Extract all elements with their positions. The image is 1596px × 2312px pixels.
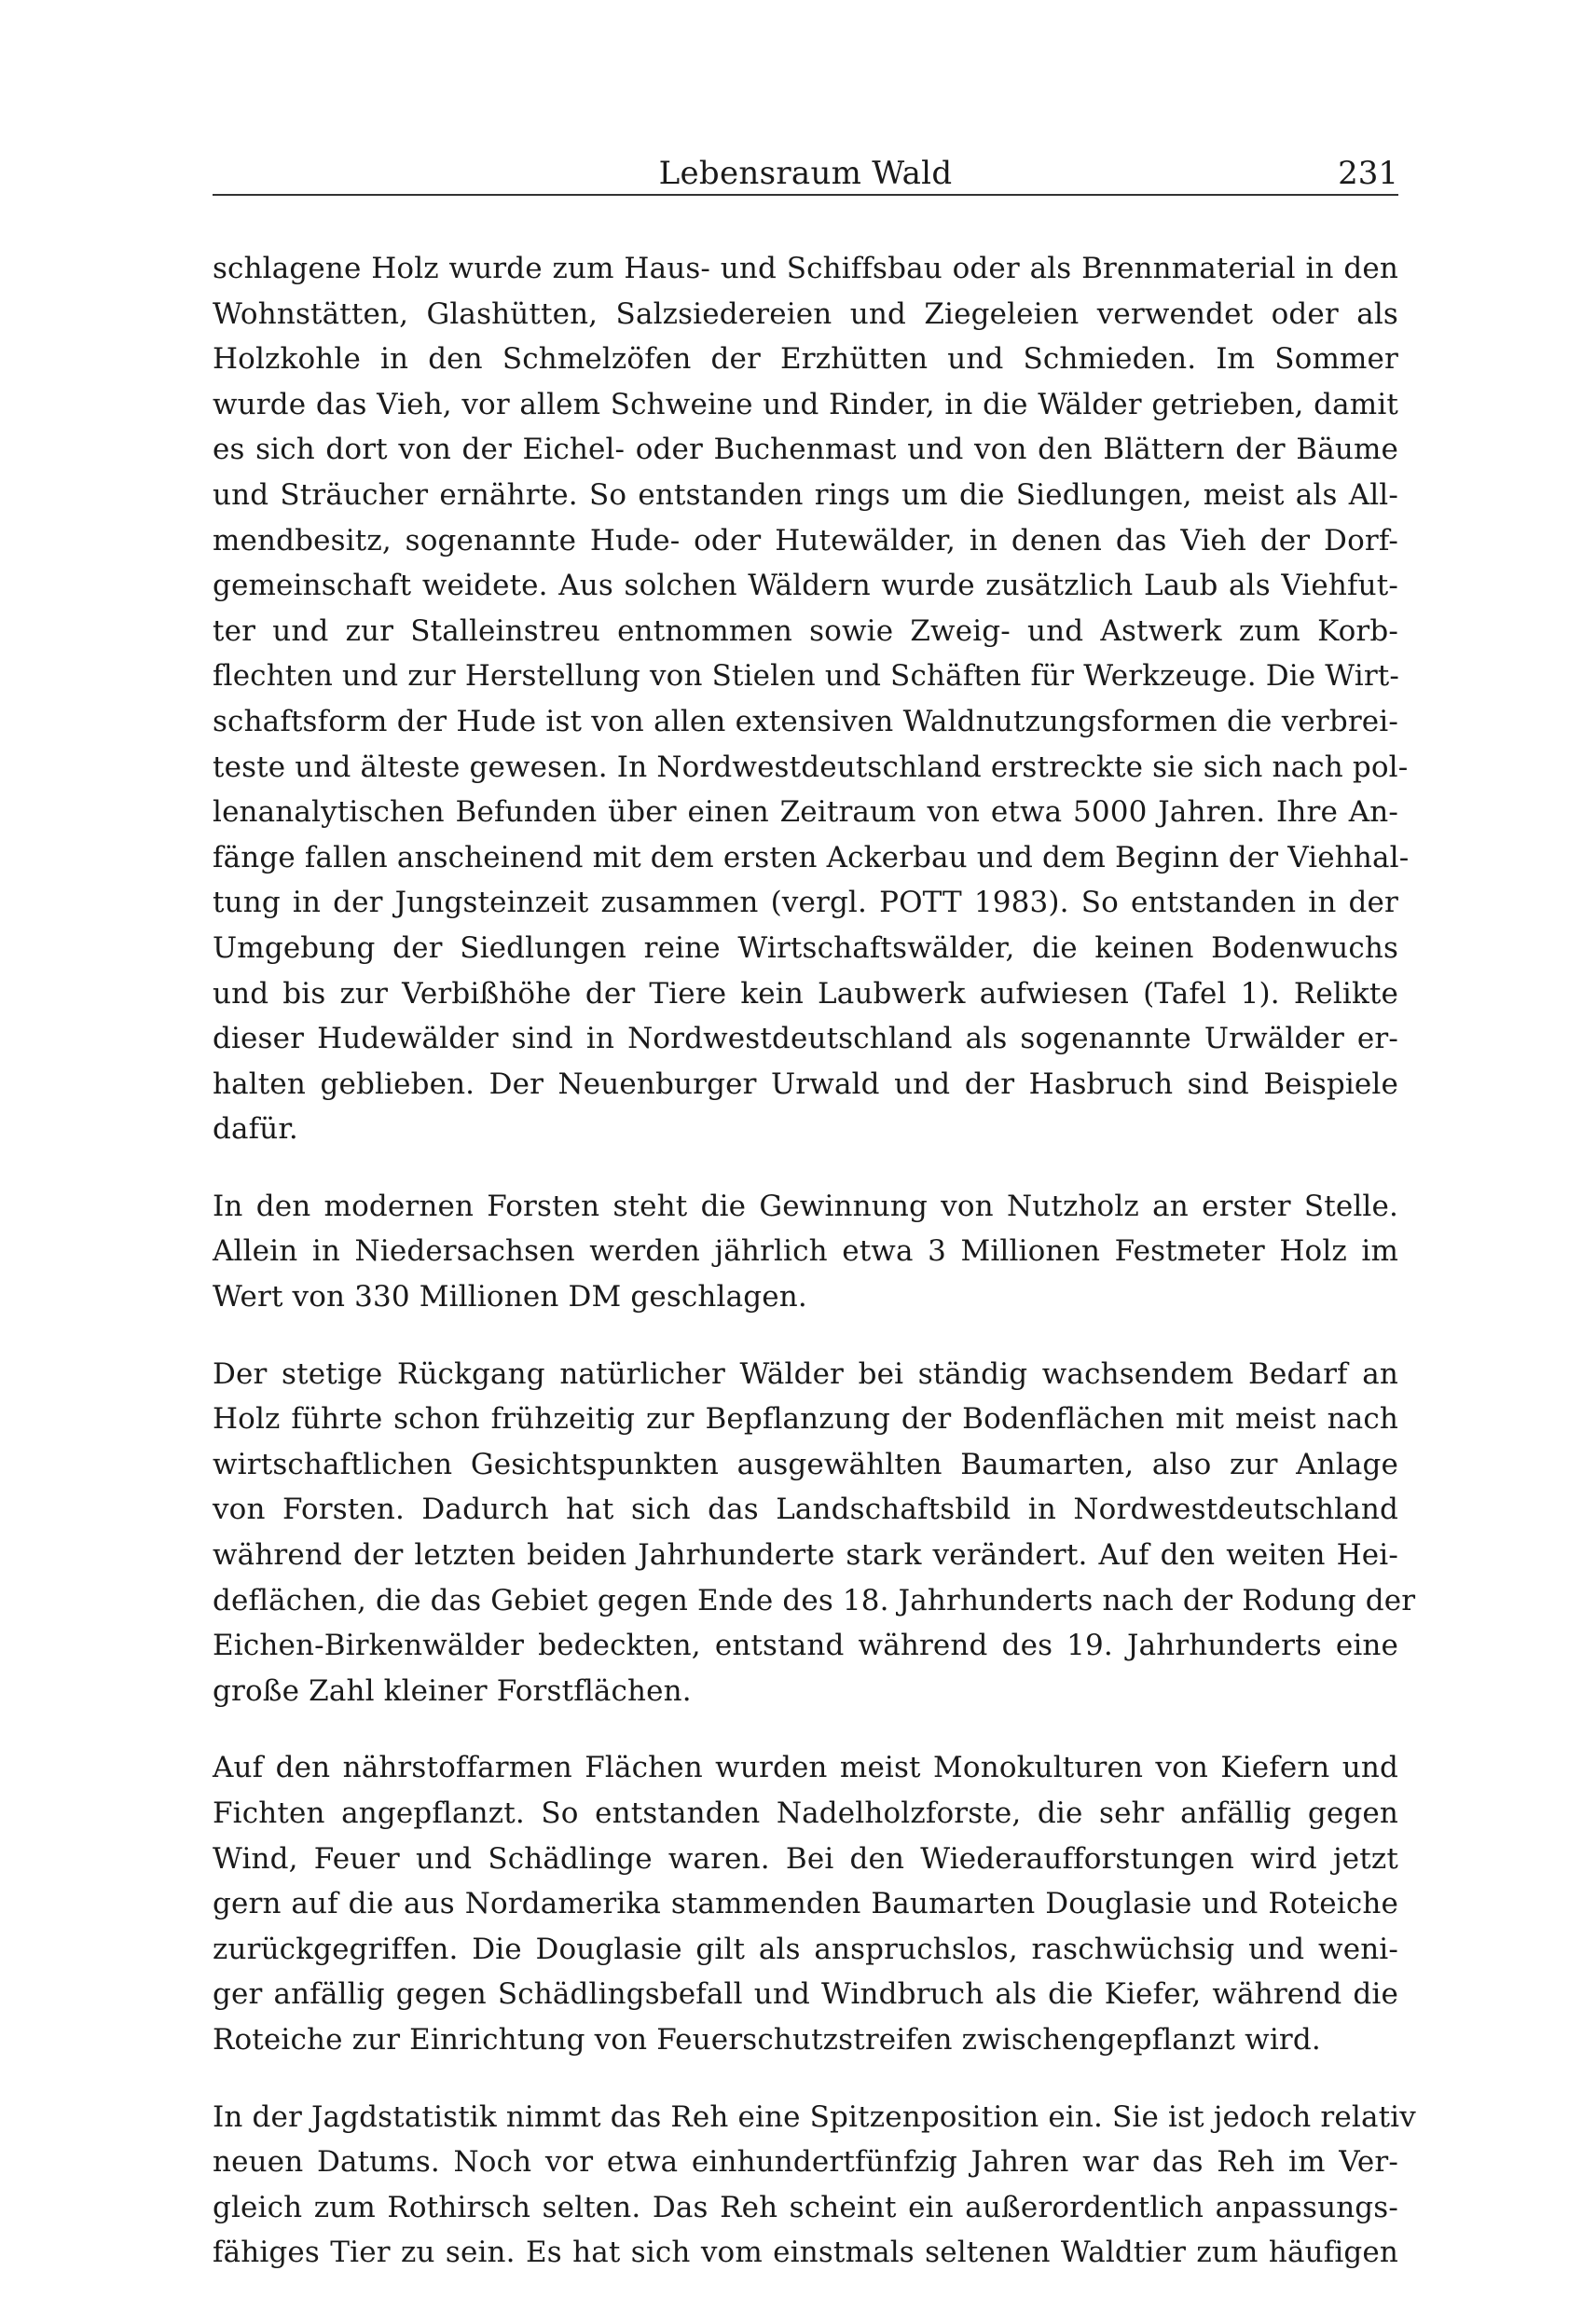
page-header (213, 149, 1398, 196)
text-line: mendbesitz, sogenannte Hude- oder Hutewälder, in denen das Vieh der Dorf- (213, 523, 1398, 557)
text-line: Wind, Feuer und Schädlinge waren. Bei den Wiederaufforstungen wird jetzt (213, 1841, 1398, 1876)
text-line: dieser Hudewälder sind in Nordwestdeutschland als sogenannte Urwälder er- (213, 1022, 1398, 1056)
text-line: ger anfällig gegen Schädlingsbefall und Windbruch als die Kiefer, während die (213, 1977, 1398, 2012)
text-line: und Sträucher ernährte. So entstanden rings um die Siedlungen, meist als All- (213, 477, 1398, 512)
text-line: lenanalytischen Befunden über einen Zeitraum von etwa 5000 Jahren. Ihre An- (213, 795, 1398, 830)
text-line: Roteiche zur Einrichtung von Feuerschutzstreifen zwischengepflanzt wird. (213, 2022, 1321, 2057)
text-line: Holz führte schon frühzeitig zur Bepflanzung der Bodenflächen mit meist nach (213, 1402, 1398, 1437)
text-line: fänge fallen anscheinend mit dem ersten Ackerbau und dem Beginn der Viehhal- (213, 840, 1410, 874)
text-line: flechten und zur Herstellung von Stielen und Schäften für Werkzeuge. Die Wirt- (213, 659, 1400, 694)
text-line: von Forsten. Dadurch hat sich das Landschaftsbild in Nordwestdeutschland (213, 1493, 1398, 1527)
text-line: Fichten angepflanzt. So entstanden Nadelholzforste, die sehr anfällig gegen (213, 1796, 1398, 1830)
text-line: Wert von 330 Millionen DM geschlagen. (213, 1280, 807, 1314)
text-line: In den modernen Forsten steht die Gewinnung von Nutzholz an erster Stelle. (213, 1189, 1398, 1223)
text-line: fähiges Tier zu sein. Es hat sich vom einstmals seltenen Waldtier zum häufigen (213, 2236, 1398, 2270)
text-line: während der letzten beiden Jahrhunderte stark verändert. Auf den weiten Hei- (213, 1538, 1398, 1573)
text-line: gemeinschaft weidete. Aus solchen Wäldern wurde zusätzlich Laub als Viehfut- (213, 569, 1398, 603)
text-line: es sich dort von der Eichel- oder Buchenmast und von den Blättern der Bäume (213, 433, 1398, 467)
text-line: Holzkohle in den Schmelzöfen der Erzhütten und Schmieden. Im Sommer (213, 342, 1398, 377)
text-line: zurückgegriffen. Die Douglasie gilt als anspruchslos, raschwüchsig und weni- (213, 1932, 1398, 1966)
text-line: schaftsform der Hude ist von allen extensiven Waldnutzungsformen die verbrei- (213, 704, 1398, 738)
text-line: Allein in Niedersachsen werden jährlich etwa 3 Millionen Festmeter Holz im (213, 1234, 1398, 1269)
text-line: schlagene Holz wurde zum Haus- und Schiffsbau oder als Brennmaterial in den (213, 252, 1398, 285)
text-line: gern auf die aus Nordamerika stammenden Baumarten Douglasie und Roteiche (213, 1887, 1398, 1921)
page-number: 231 (1338, 155, 1398, 192)
text-line: große Zahl kleiner Forstflächen. (213, 1673, 692, 1708)
text-line: Umgebung der Siedlungen reine Wirtschaftswälder, die keinen Bodenwuchs (213, 930, 1398, 965)
paragraph (213, 2095, 1416, 2276)
text-line: gleich zum Rothirsch selten. Das Reh scheint ein außerordentlich anpassungs- (213, 2190, 1398, 2224)
text-body (213, 246, 1416, 2307)
text-line: halten geblieben. Der Neuenburger Urwald und der Hasbruch sind Beispiele (213, 1067, 1398, 1101)
text-line: tung in der Jungsteinzeit zusammen (vergl. POTT 1983). So entstanden in der (213, 886, 1398, 920)
paragraph (213, 1352, 1416, 1714)
running-title: Lebensraum Wald (658, 155, 953, 192)
text-line: Der stetige Rückgang natürlicher Wälder bei ständig wachsendem Bedarf an (213, 1356, 1398, 1391)
paragraph (213, 1745, 1398, 2062)
text-line: In der Jagdstatistik nimmt das Reh eine Spitzenposition ein. Sie ist jedoch relativ (213, 2099, 1416, 2134)
text-line: Eichen-Birkenwälder bedeckten, entstand während des 19. Jahrhunderts eine (213, 1629, 1398, 1663)
text-line: teste und älteste gewesen. In Nordwestdeutschland erstreckte sie sich nach pol- (213, 750, 1409, 784)
text-line: und bis zur Verbißhöhe der Tiere kein Laubwerk aufwiesen (Tafel 1). Relikte (213, 976, 1398, 1011)
text-line: dafür. (213, 1112, 298, 1147)
text-line: Wohnstätten, Glashütten, Salzsiedereien und Ziegeleien verwendet oder als (213, 296, 1398, 331)
text-line: Auf den nährstoffarmen Flächen wurden meist Monokulturen von Kiefern und (213, 1751, 1398, 1785)
paragraph (213, 246, 1410, 1152)
text-line: deflächen, die das Gebiet gegen Ende des 18. Jahrhunderts nach der Rodung der (213, 1583, 1416, 1617)
text-line: ter und zur Stalleinstreu entnommen sowie Zweig- und Astwerk zum Korb- (213, 613, 1398, 648)
paragraph (213, 1184, 1398, 1320)
text-line: wirtschaftlichen Gesichtspunkten ausgewählten Baumarten, also zur Anlage (213, 1447, 1398, 1481)
text-line: neuen Datums. Noch vor etwa einhundertfünfzig Jahren war das Reh im Ver- (213, 2145, 1398, 2180)
text-line: wurde das Vieh, vor allem Schweine und Rinder, in die Wälder getrieben, damit (213, 387, 1398, 421)
